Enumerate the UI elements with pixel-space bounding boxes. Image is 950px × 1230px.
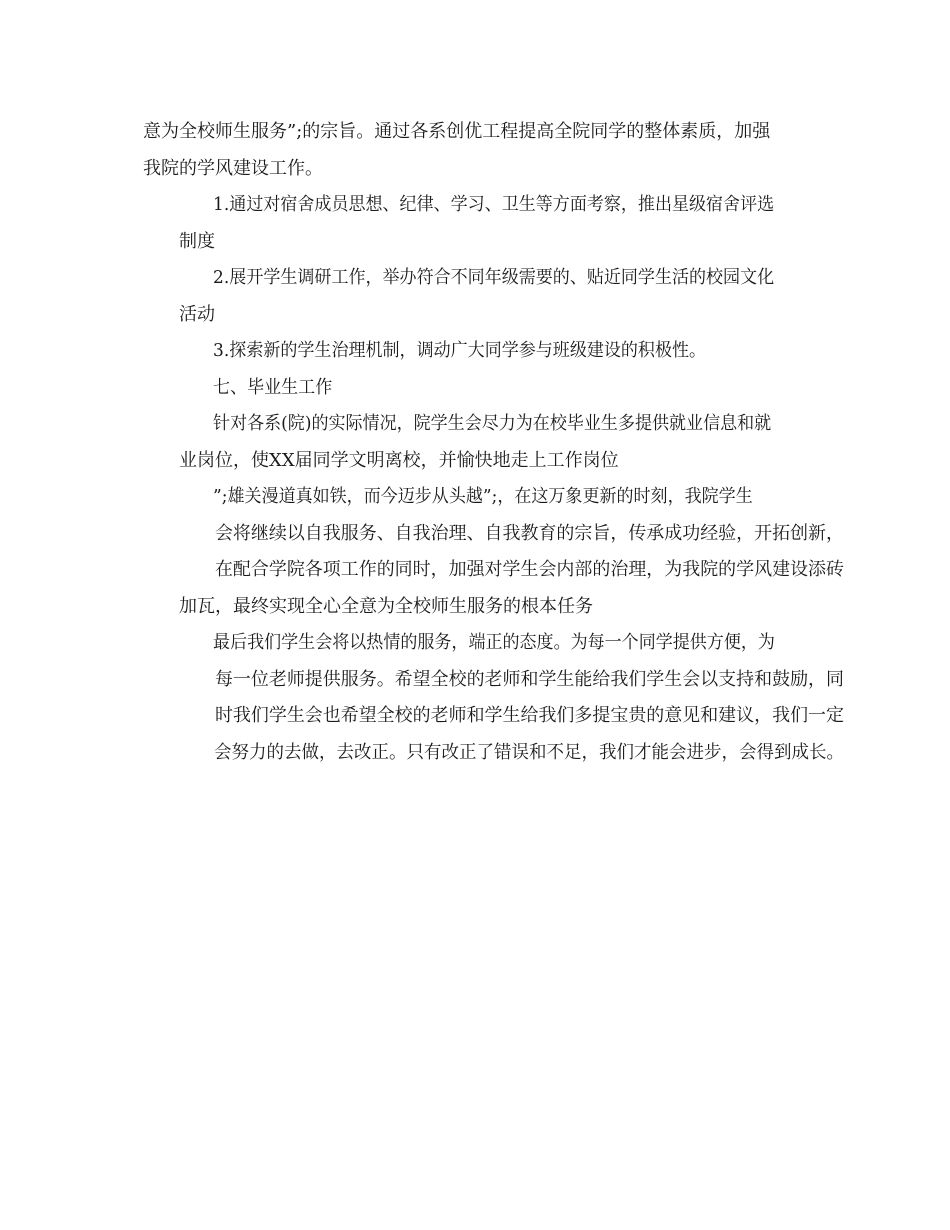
paragraph [143,406,808,479]
text-line: 业岗位，使XX届同学文明离校，并愉快地走上工作岗位 [179,449,619,471]
text-line: 最后我们学生会将以热情的服务，端正的态度。为每一个同学提供方便，为 [213,632,775,653]
text-line: 每一位老师提供服务。希望全校的老师和学生能给我们学生会以支持和鼓励，同 [214,668,845,690]
paragraph [143,260,808,333]
text-line: 制度 [179,230,215,252]
text-line: 会将继续以自我服务、自我治理、自我教育的宗旨，传承成功经验，开拓创新， [214,522,845,544]
text-line: 七、毕业生工作 [213,376,333,398]
text-line: 活动 [179,303,215,325]
text-line: ”;雄关漫道真如铁，而今迈步从头越”;，在这万象更新的时刻，我院学生 [213,486,753,507]
text-line: 2.展开学生调研工作，举办符合不同年级需要的、贴近同学生活的校园文化 [213,267,775,288]
text-line: 我院的学风建设工作。 [143,157,323,179]
text-line: 1.通过对宿舍成员思想、纪律、学习、卫生等方面考察，推出星级宿舍评选 [213,194,775,215]
text-line: 3.探索新的学生治理机制，调动广大同学参与班级建设的积极性。 [213,340,707,361]
text-line: 意为全校师生服务”;的宗旨。通过各系创优工程提高全院同学的整体素质，加强 [143,121,771,142]
text-line: 加瓦，最终实现全心全意为全校师生服务的根本任务 [179,595,593,617]
text-line: 会努力的去做，去改正。只有改正了错误和不足，我们才能会进步，会得到成长。 [213,741,844,763]
text-line: 在配合学院各项工作的同时，加强对学生会内部的治理，为我院的学风建设添砖 [214,559,845,580]
paragraph [143,114,808,187]
paragraph [143,370,808,407]
text-line: 针对各系(院)的实际情况，院学生会尽力为在校毕业生多提供就业信息和就 [213,413,772,434]
paragraph [143,333,808,370]
paragraph [143,479,845,625]
text-line: 时我们学生会也希望全校的老师和学生给我们多提宝贵的意见和建议，我们一定 [214,705,845,726]
paragraph [143,187,808,260]
document-body [143,114,845,771]
paragraph [143,625,845,771]
